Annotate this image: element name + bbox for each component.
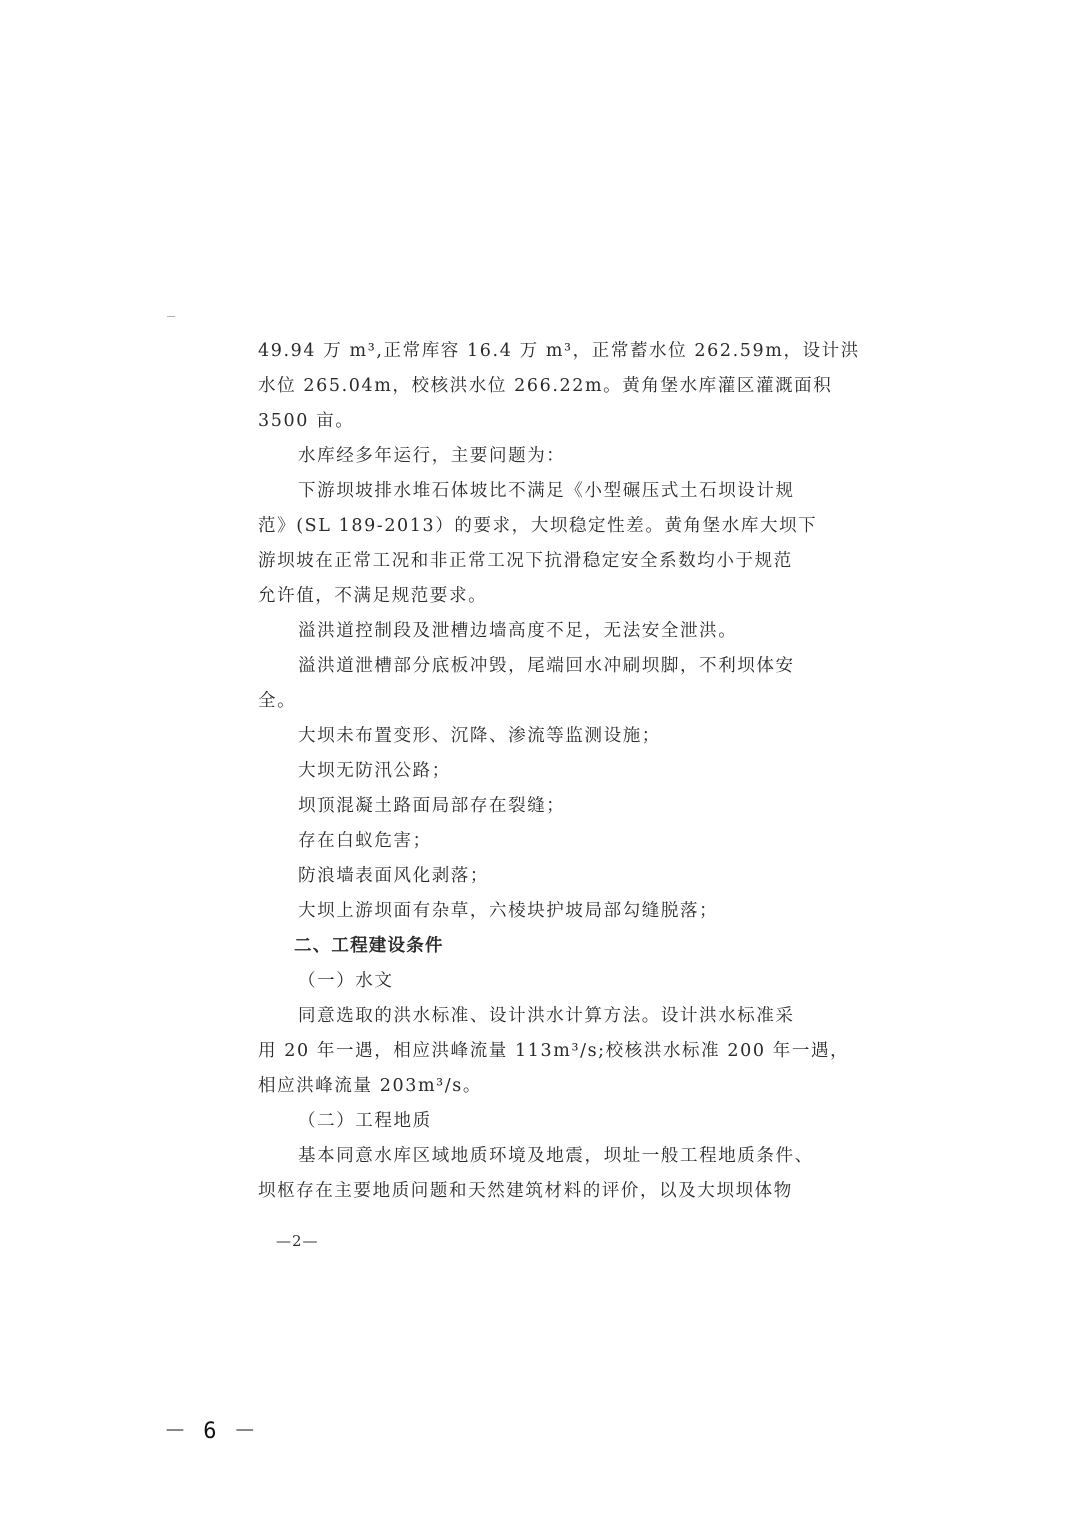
text-line: 用 20 年一遇，相应洪峰流量 113m³/s;校核洪水标准 200 年一遇， bbox=[258, 1041, 850, 1061]
text-line: 允许值，不满足规范要求。 bbox=[258, 586, 488, 606]
text-line: 溢洪道泄槽部分底板冲毁，尾端回水冲刷坝脚，不利坝体安 bbox=[298, 656, 795, 676]
text-line: 防浪墙表面风化剥落； bbox=[298, 866, 489, 886]
text-line: 大坝未布置变形、沉降、渗流等监测设施； bbox=[298, 726, 661, 746]
section-heading: 二、工程建设条件 bbox=[294, 936, 444, 956]
text-line: 水库经多年运行，主要问题为： bbox=[298, 446, 566, 466]
text-line: 同意选取的洪水标准、设计洪水计算方法。设计洪水标准采 bbox=[298, 1006, 795, 1026]
text-line: 大坝无防汛公路； bbox=[298, 761, 451, 781]
body-text bbox=[258, 334, 860, 1209]
text-line: 存在白蚁危害； bbox=[298, 831, 432, 851]
subsection-heading: （一）水文 bbox=[298, 971, 394, 991]
text-line: 水位 265.04m，校核洪水位 266.22m。黄角堡水库灌区灌溉面积 bbox=[258, 376, 833, 396]
text-line: 坝枢存在主要地质问题和天然建筑材料的评价，以及大坝坝体物 bbox=[258, 1181, 793, 1201]
inner-page-number: —2— bbox=[276, 1232, 319, 1250]
text-line: 游坝坡在正常工况和非正常工况下抗滑稳定安全系数均小于规范 bbox=[258, 551, 793, 571]
text-line: 3500 亩。 bbox=[258, 411, 355, 431]
text-line: 49.94 万 m³,正常库容 16.4 万 m³，正常蓄水位 262.59m，设计洪 bbox=[258, 341, 860, 361]
text-line: 全。 bbox=[258, 691, 297, 711]
text-line: 溢洪道控制段及泄槽边墙高度不足，无法安全泄洪。 bbox=[298, 621, 738, 641]
text-line: 基本同意水库区域地质环境及地震，坝址一般工程地质条件、 bbox=[298, 1146, 814, 1166]
text-line: 坝顶混凝土路面局部存在裂缝； bbox=[298, 796, 566, 816]
text-line: 下游坝坡排水堆石体坡比不满足《小型碾压式土石坝设计规 bbox=[298, 481, 795, 501]
subsection-heading: （二）工程地质 bbox=[298, 1111, 432, 1131]
text-line: 大坝上游坝面有杂草，六棱块护坡局部勾缝脱落； bbox=[298, 901, 719, 921]
text-line: 相应洪峰流量 203m³/s。 bbox=[258, 1076, 482, 1096]
outer-page-number: － 6 － bbox=[164, 1419, 258, 1444]
text-line: 范》(SL 189-2013）的要求，大坝稳定性差。黄角堡水库大坝下 bbox=[258, 516, 818, 536]
scan-mark bbox=[167, 316, 175, 317]
